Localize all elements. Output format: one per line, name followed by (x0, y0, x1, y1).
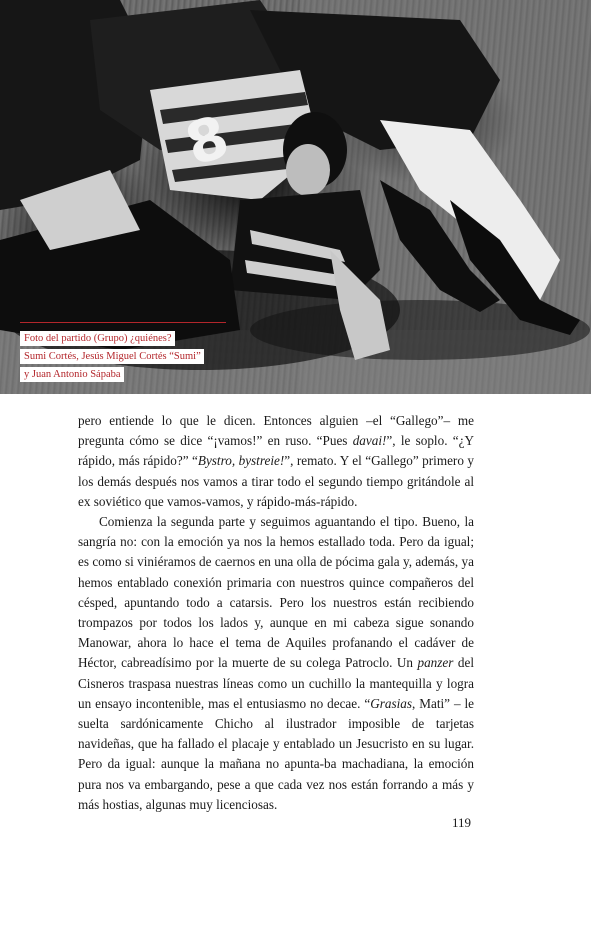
body-text (78, 411, 474, 815)
paragraph: pero entiende lo que le dicen. Entonces alguien –el “Gallego”– me pregunta cómo se dice “¡vamos!” en ruso. “Pues davai!”, le soplo. “¿Y rápido, más rápido?” “Bystro, bystreie!”, remato. Y el “Gallego” primero y los demás después nos vamos a tirar todo el segundo tiempo gritándole al ex soviético que vamos-vamos, y rápido-más-rápido. (78, 413, 474, 509)
page-number: 119 (452, 815, 472, 830)
photo-caption (20, 322, 226, 382)
paragraph: Comienza la segunda parte y seguimos aguantando el tipo. Bueno, la sangría no: con la emoción ya nos la hemos estallado toda. Pero da igual; es como si viniéramos de caernos en una olla de pócima gala y, además, ya hemos entablado conexión primaria con nuestros quince compañeros del césped, apuntando todo a catarsis. Pero los nuestros están recibiendo trompazos por todos los lados y, aunque en mi cabeza sigue sonando Manowar, ahora lo hace el tema de Aquiles profanando el cadáver de Héctor, cabreadísimo por la muerte de su colega Patroclo. Un panzer del Cisneros traspasa nuestras líneas como un cuchillo la mantequilla y logra un ensayo incontenible, mas el entusiasmo no decae. “Grasias, Mati” – le suelta sardónicamente Chicho al ilustrador imposible de tarjetas navideñas, que ha fallado el placaje y entablado un Jesucristo en su lugar. Pero da igual: aunque la mañana no apunta-ba machadiana, la emoción pura nos va embargando, pese a que cada vez nos están forrando a más y más hostias, algunas muy licenciosas. (78, 514, 474, 812)
caption-line: Foto del partido (Grupo) ¿quiénes? (20, 331, 175, 346)
caption-line: Sumi Cortés, Jesús Miguel Cortés “Sumi” (20, 349, 204, 364)
caption-line: y Juan Antonio Sápaba (20, 367, 124, 382)
svg-text:8: 8 (177, 101, 237, 180)
rugby-photo (0, 0, 591, 394)
